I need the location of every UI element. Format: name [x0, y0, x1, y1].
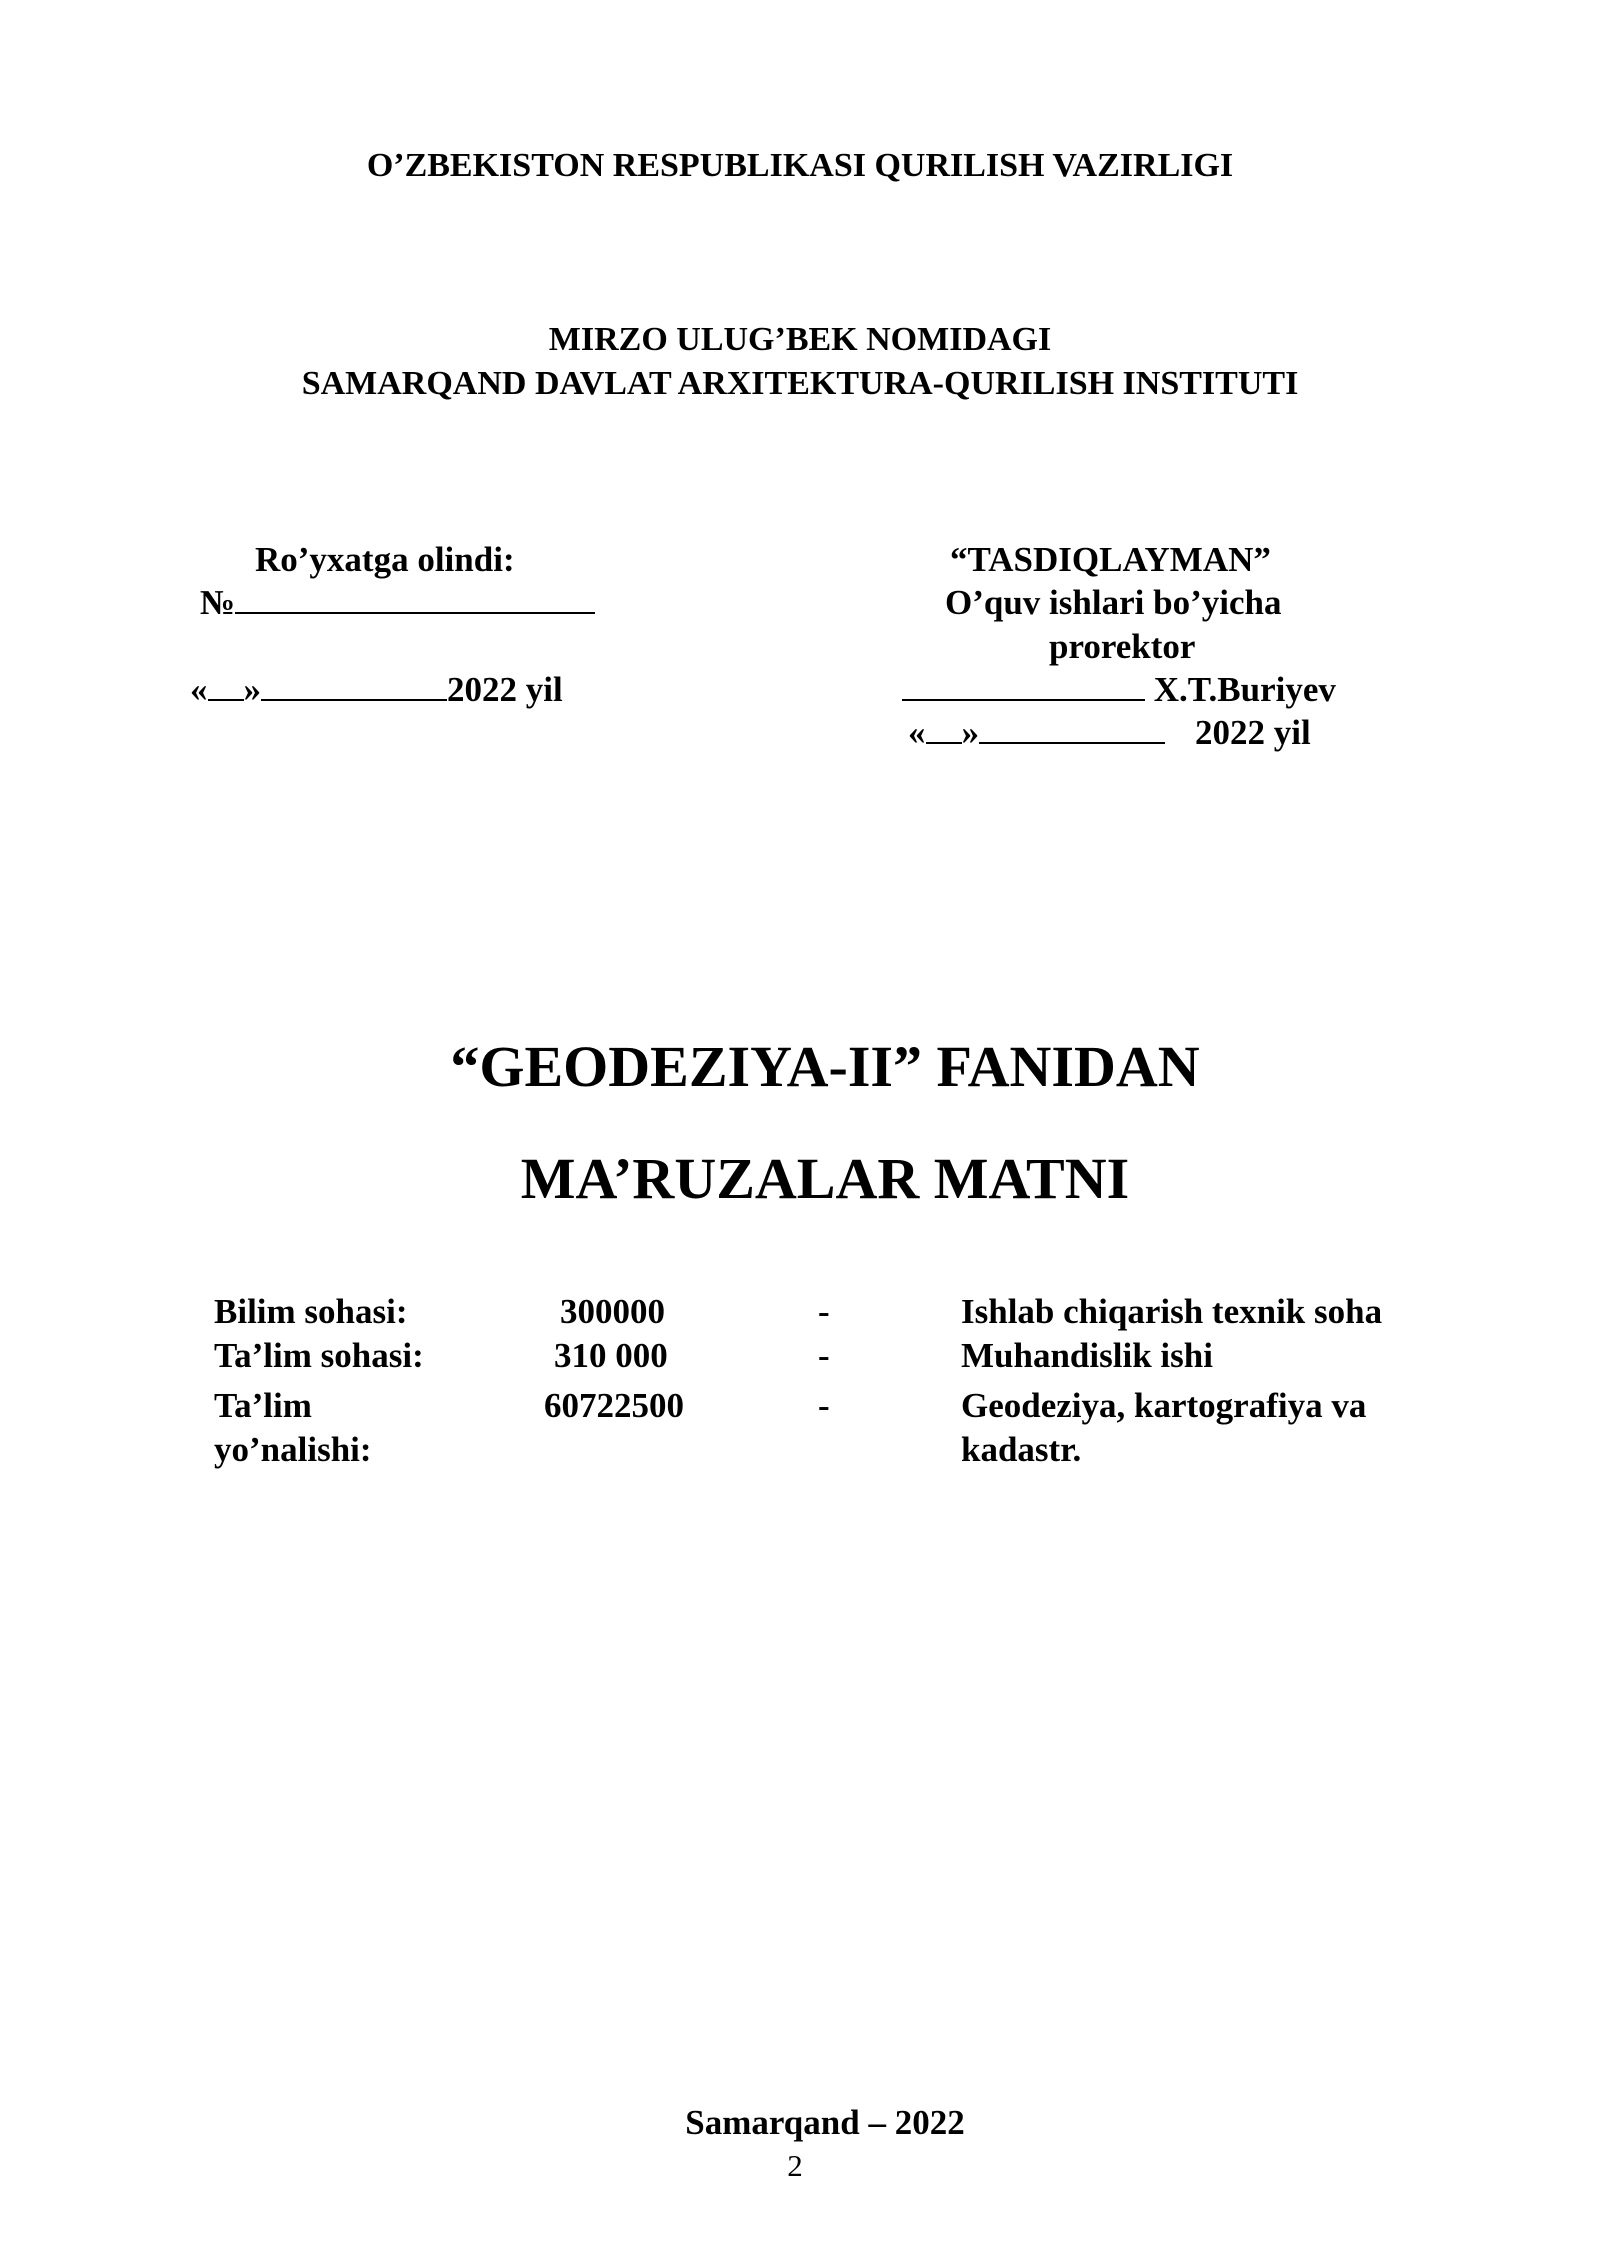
document-title-line1: “GEODEZIYA-II” FANIDAN: [450, 1034, 1200, 1099]
info-dash: -: [818, 1386, 830, 1425]
info-code: 60722500: [544, 1386, 684, 1425]
registration-number-prefix: №: [200, 583, 236, 622]
info-label-continued: yo’nalishi:: [214, 1430, 372, 1469]
info-value: Muhandislik ishi: [961, 1336, 1213, 1375]
ministry-heading: O’ZBEKISTON RESPUBLIKASI QURILISH VAZIRLIGI: [366, 147, 1234, 184]
registration-number-line: [200, 581, 595, 625]
info-dash: -: [818, 1336, 830, 1375]
info-label: Bilim sohasi:: [214, 1292, 408, 1331]
info-value-continued: kadastr.: [961, 1430, 1082, 1469]
registration-year: 2022 yil: [447, 670, 563, 709]
info-code: 300000: [560, 1292, 665, 1331]
info-label: Ta’lim: [214, 1386, 312, 1425]
date-open-quote: «: [908, 713, 926, 752]
registration-number-blank: [235, 612, 595, 614]
info-code: 310 000: [554, 1336, 668, 1375]
approval-signature-line: [902, 668, 1336, 712]
approval-date-line: [908, 711, 1311, 755]
approval-year: 2022 yil: [1195, 713, 1311, 752]
approval-position-line1: O’quv ishlari bo’yicha: [945, 583, 1282, 622]
approval-title: “TASDIQLAYMAN”: [950, 540, 1271, 579]
info-value: Ishlab chiqarish texnik soha: [961, 1292, 1383, 1331]
footer-place-year: Samarqand – 2022: [685, 2103, 965, 2142]
registration-title: Ro’yxatga olindi:: [255, 540, 515, 579]
info-label: Ta’lim sohasi:: [214, 1336, 424, 1375]
registration-date-line: [190, 668, 563, 712]
page-number: 2: [787, 2148, 803, 2183]
date-close-quote: »: [961, 713, 979, 752]
approval-signature-blank: [902, 699, 1145, 701]
approval-signer: X.T.Buriyev: [1153, 670, 1336, 709]
registration-day-blank: [208, 699, 244, 701]
date-open-quote: «: [190, 670, 208, 709]
date-close-quote: »: [243, 670, 261, 709]
approval-month-blank: [979, 742, 1165, 744]
info-dash: -: [818, 1292, 830, 1331]
approval-position-line2: prorektor: [1049, 627, 1196, 666]
institute-heading-line1: MIRZO ULUG’BEK NOMIDAGI: [548, 321, 1052, 358]
document-title-line2: MA’RUZALAR MATNI: [520, 1146, 1130, 1211]
info-value: Geodeziya, kartografiya va: [961, 1386, 1367, 1425]
institute-heading-line2: SAMARQAND DAVLAT ARXITEKTURA-QURILISH INSTITUTI: [301, 365, 1299, 402]
approval-day-blank: [926, 742, 962, 744]
registration-month-blank: [261, 699, 447, 701]
